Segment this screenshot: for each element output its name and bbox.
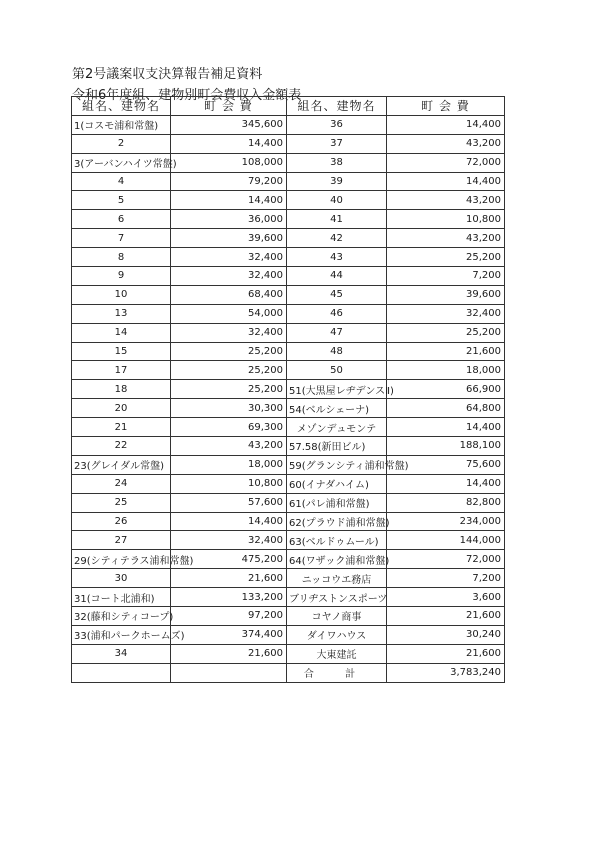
table-row: [72, 569, 505, 588]
table-row: [72, 172, 505, 191]
document-title: 第2号議案収支決算報告補足資料: [72, 67, 263, 82]
fee-amount-cell: 97,200: [171, 607, 287, 626]
fee-amount-cell: 57,600: [171, 493, 287, 512]
fee-amount-cell: 21,600: [171, 644, 287, 663]
group-name-cell: 29(シティテラス浦和常盤): [72, 550, 171, 569]
table-row: [72, 455, 505, 474]
fee-amount-cell: 21,600: [387, 644, 505, 663]
fee-amount-cell: 72,000: [387, 550, 505, 569]
group-name-cell: 15: [72, 342, 171, 361]
group-name-cell: 8: [72, 248, 171, 267]
group-name-cell: 46: [287, 304, 387, 323]
group-name-cell: [72, 663, 171, 682]
table-header-row: [72, 97, 505, 116]
fee-amount-cell: 234,000: [387, 512, 505, 531]
group-name-cell: 2: [72, 134, 171, 153]
fee-amount-cell: 21,600: [387, 342, 505, 361]
group-name-cell: 24: [72, 474, 171, 493]
fee-amount-cell: 30,240: [387, 625, 505, 644]
group-name-cell: 4: [72, 172, 171, 191]
fee-amount-cell: 39,600: [387, 285, 505, 304]
table-title: 令和6年度組、建物別町会費収入金額表: [72, 88, 302, 103]
group-name-cell: 20: [72, 399, 171, 418]
group-name-cell: 43: [287, 248, 387, 267]
group-name-cell: 21: [72, 418, 171, 437]
fee-amount-cell: 21,600: [171, 569, 287, 588]
fee-amount-cell: 68,400: [171, 285, 287, 304]
group-name-cell: 51(大黒屋レヂデンスⅡ): [287, 380, 387, 399]
group-name-cell: 3(アーバンハイツ常盤): [72, 153, 171, 172]
table-row: [72, 134, 505, 153]
group-name-cell: 18: [72, 380, 171, 399]
group-name-cell: 57.58(新田ビル): [287, 437, 387, 456]
fee-amount-cell: 43,200: [387, 229, 505, 248]
group-name-cell: 6: [72, 210, 171, 229]
fee-amount-cell: 21,600: [387, 607, 505, 626]
table-row: [72, 493, 505, 512]
fee-amount-cell: 25,200: [171, 342, 287, 361]
total-label: 合 計: [287, 663, 387, 682]
fee-amount-cell: 32,400: [171, 531, 287, 550]
group-name-cell: 25: [72, 493, 171, 512]
group-name-cell: 17: [72, 361, 171, 380]
table-row: [72, 248, 505, 267]
group-name-cell: 60(イナダハイム): [287, 474, 387, 493]
group-name-cell: 1(コスモ浦和常盤): [72, 115, 171, 134]
group-name-cell: 59(グランシティ浦和常盤): [287, 455, 387, 474]
group-name-cell: 37: [287, 134, 387, 153]
fee-amount-cell: 82,800: [387, 493, 505, 512]
table-row: [72, 625, 505, 644]
fee-amount-cell: 14,400: [171, 191, 287, 210]
group-name-cell: 33(浦和パークホームズ): [72, 625, 171, 644]
fee-amount-cell: 475,200: [171, 550, 287, 569]
group-name-cell: 5: [72, 191, 171, 210]
fee-amount-cell: 10,800: [387, 210, 505, 229]
table-row: [72, 210, 505, 229]
fee-amount-cell: 18,000: [387, 361, 505, 380]
fee-amount-cell: 39,600: [171, 229, 287, 248]
fee-amount-cell: 14,400: [171, 134, 287, 153]
fee-amount-cell: 32,400: [171, 267, 287, 286]
header-group-name-left: 組名、建物名: [72, 97, 171, 116]
group-name-cell: 32(藤和シティコープ): [72, 607, 171, 626]
fee-amount-cell: 14,400: [387, 418, 505, 437]
table-row: [72, 418, 505, 437]
fee-amount-cell: 32,400: [171, 323, 287, 342]
fee-amount-cell: 54,000: [171, 304, 287, 323]
table-row: [72, 361, 505, 380]
fee-amount-cell: 25,200: [171, 361, 287, 380]
group-name-cell: 50: [287, 361, 387, 380]
group-name-cell: 45: [287, 285, 387, 304]
header-group-name-right: 組名、建物名: [287, 97, 387, 116]
group-name-cell: 44: [287, 267, 387, 286]
group-name-cell: 54(ベルシェーナ): [287, 399, 387, 418]
table-row: [72, 191, 505, 210]
group-name-cell: 39: [287, 172, 387, 191]
fee-amount-cell: 43,200: [387, 134, 505, 153]
fee-amount-cell: 18,000: [171, 455, 287, 474]
group-name-cell: 38: [287, 153, 387, 172]
table-row: [72, 663, 505, 682]
group-name-cell: 9: [72, 267, 171, 286]
table-row: [72, 474, 505, 493]
group-name-cell: 7: [72, 229, 171, 248]
table-row: [72, 285, 505, 304]
table-row: [72, 342, 505, 361]
group-name-cell: 64(ワザック浦和常盤): [287, 550, 387, 569]
total-amount: 3,783,240: [387, 663, 505, 682]
fee-amount-cell: 32,400: [171, 248, 287, 267]
group-name-cell: 30: [72, 569, 171, 588]
fee-amount-cell: 32,400: [387, 304, 505, 323]
group-name-cell: 63(ベルドゥムール): [287, 531, 387, 550]
group-name-cell: ブリヂストンスポーツ: [287, 588, 387, 607]
group-name-cell: 10: [72, 285, 171, 304]
table-row: [72, 531, 505, 550]
table-row: [72, 229, 505, 248]
table-row: [72, 399, 505, 418]
table-row: [72, 115, 505, 134]
fee-amount-cell: 14,400: [387, 172, 505, 191]
fee-amount-cell: 133,200: [171, 588, 287, 607]
fee-amount-cell: 30,300: [171, 399, 287, 418]
fee-amount-cell: [171, 663, 287, 682]
fee-amount-cell: 14,400: [387, 115, 505, 134]
table-row: [72, 323, 505, 342]
group-name-cell: 36: [287, 115, 387, 134]
group-name-cell: ダイワハウス: [287, 625, 387, 644]
table-row: [72, 588, 505, 607]
fee-amount-cell: 43,200: [171, 437, 287, 456]
fee-amount-cell: 374,400: [171, 625, 287, 644]
fee-amount-cell: 10,800: [171, 474, 287, 493]
fee-amount-cell: 36,000: [171, 210, 287, 229]
group-name-cell: 23(グレイダル常盤): [72, 455, 171, 474]
fee-amount-cell: 14,400: [387, 474, 505, 493]
fee-amount-cell: 188,100: [387, 437, 505, 456]
table-row: [72, 644, 505, 663]
group-name-cell: 13: [72, 304, 171, 323]
fee-amount-cell: 144,000: [387, 531, 505, 550]
fee-amount-cell: 3,600: [387, 588, 505, 607]
table-row: [72, 607, 505, 626]
fee-amount-cell: 72,000: [387, 153, 505, 172]
fee-amount-cell: 69,300: [171, 418, 287, 437]
group-name-cell: 26: [72, 512, 171, 531]
fee-amount-cell: 7,200: [387, 267, 505, 286]
group-name-cell: 47: [287, 323, 387, 342]
group-name-cell: 62(プラウド浦和常盤): [287, 512, 387, 531]
group-name-cell: ニッコウエ務店: [287, 569, 387, 588]
fee-table: [71, 96, 505, 683]
table-row: [72, 153, 505, 172]
fee-amount-cell: 43,200: [387, 191, 505, 210]
table-row: [72, 437, 505, 456]
group-name-cell: 22: [72, 437, 171, 456]
group-name-cell: コヤノ商事: [287, 607, 387, 626]
fee-amount-cell: 66,900: [387, 380, 505, 399]
fee-amount-cell: 64,800: [387, 399, 505, 418]
table-row: [72, 512, 505, 531]
table-row: [72, 267, 505, 286]
group-name-cell: 27: [72, 531, 171, 550]
header-fee-left: 町 会 費: [171, 97, 287, 116]
fee-amount-cell: 25,200: [171, 380, 287, 399]
fee-amount-cell: 25,200: [387, 248, 505, 267]
group-name-cell: 34: [72, 644, 171, 663]
group-name-cell: メゾンデュモンテ: [287, 418, 387, 437]
table-row: [72, 304, 505, 323]
group-name-cell: 41: [287, 210, 387, 229]
group-name-cell: 大東建託: [287, 644, 387, 663]
fee-amount-cell: 345,600: [171, 115, 287, 134]
group-name-cell: 61(パレ浦和常盤): [287, 493, 387, 512]
group-name-cell: 42: [287, 229, 387, 248]
header-fee-right: 町 会 費: [387, 97, 505, 116]
group-name-cell: 48: [287, 342, 387, 361]
fee-amount-cell: 14,400: [171, 512, 287, 531]
fee-amount-cell: 75,600: [387, 455, 505, 474]
table-row: [72, 550, 505, 569]
table-row: [72, 380, 505, 399]
fee-amount-cell: 79,200: [171, 172, 287, 191]
group-name-cell: 31(コート北浦和): [72, 588, 171, 607]
fee-amount-cell: 7,200: [387, 569, 505, 588]
fee-amount-cell: 25,200: [387, 323, 505, 342]
group-name-cell: 14: [72, 323, 171, 342]
fee-amount-cell: 108,000: [171, 153, 287, 172]
group-name-cell: 40: [287, 191, 387, 210]
